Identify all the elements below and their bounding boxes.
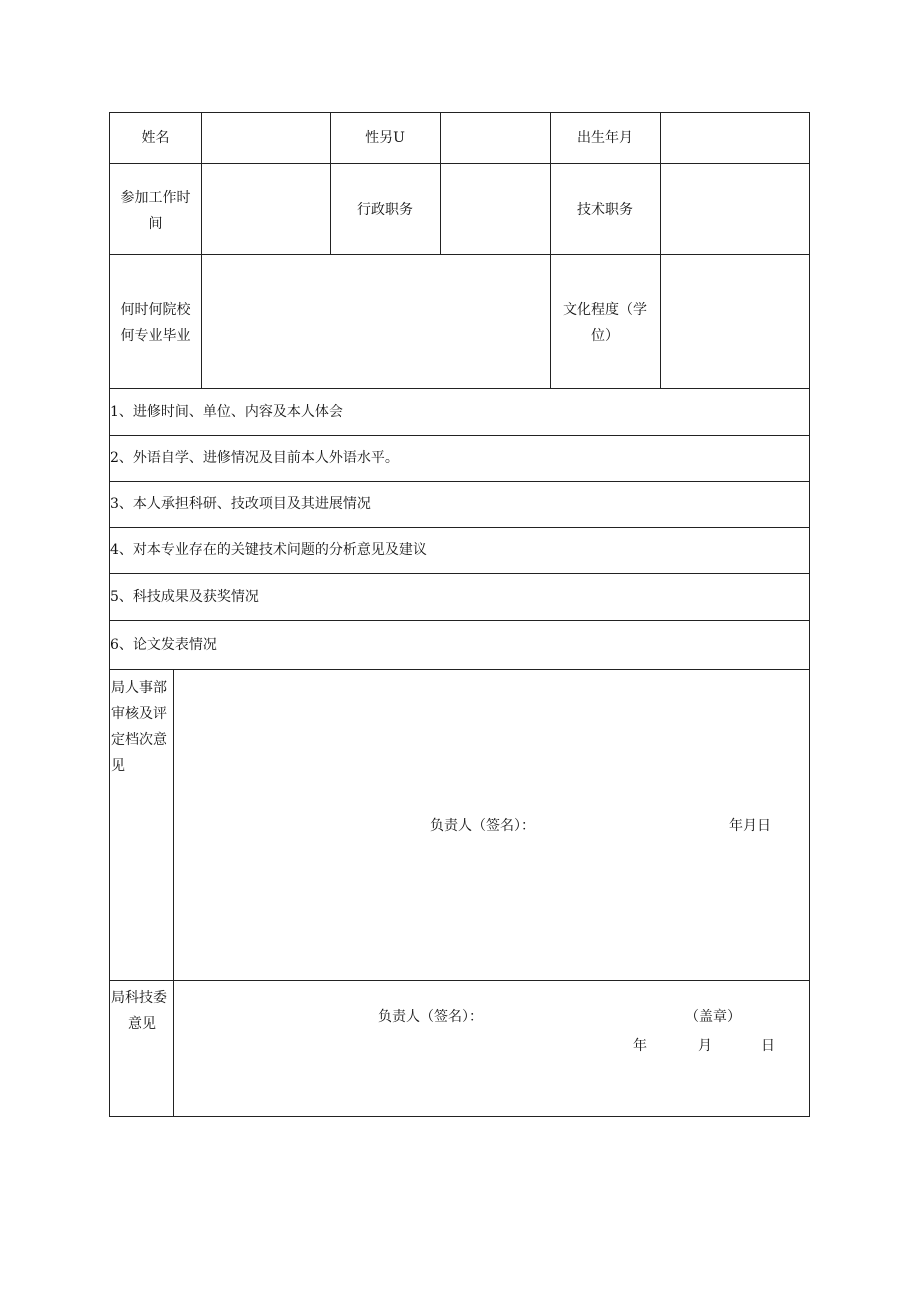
section-further-study: 1、进修时间、单位、内容及本人体会 (110, 404, 343, 420)
admin-post-label: 行政职务 (357, 202, 413, 218)
tech-committee-month-label: 月 (698, 1038, 712, 1054)
row-divider (110, 527, 809, 528)
section-publications: 6、论文发表情况 (110, 637, 217, 653)
section-foreign-language: 2、外语自学、进修情况及目前本人外语水平。 (110, 450, 399, 466)
section-key-issues: 4、对本专业存在的关键技术问题的分析意见及建议 (110, 542, 427, 558)
column-divider (201, 113, 202, 388)
personnel-review-label-line: 定档次意 (111, 732, 167, 748)
tech-committee-label-line: 局科技委 (111, 990, 167, 1006)
tech-committee-year-label: 年 (633, 1038, 647, 1054)
application-form-table (109, 112, 810, 1117)
column-divider (660, 113, 661, 388)
graduation-label-line: 何专业毕业 (120, 328, 191, 344)
graduation-label-line: 何时何院校 (120, 302, 191, 318)
graduation-label (110, 297, 201, 349)
row-divider (110, 163, 809, 164)
education-label-line: 文化程度（学 (563, 302, 647, 318)
row-divider (110, 980, 809, 981)
tech-committee-label (111, 985, 173, 1037)
row-divider (110, 388, 809, 389)
row-divider (110, 254, 809, 255)
row-divider (110, 669, 809, 670)
work-start-label (110, 185, 201, 237)
row-divider (110, 620, 809, 621)
tech-post-label: 技术职务 (577, 202, 633, 218)
column-divider (440, 113, 441, 254)
work-start-label-line: 参加工作时 (120, 190, 191, 206)
personnel-date-label: 年月日 (729, 818, 771, 834)
tech-committee-seal-label: （盖章） (685, 1009, 741, 1025)
row-divider (110, 573, 809, 574)
education-label-line: 位） (591, 328, 619, 344)
tech-committee-day-label: 日 (761, 1038, 775, 1054)
name-label: 姓名 (141, 130, 170, 146)
personnel-review-label (111, 675, 167, 779)
row-divider (110, 435, 809, 436)
birth-date-label: 出生年月 (577, 130, 633, 146)
personnel-review-label-line: 见 (111, 758, 125, 774)
section-achievements: 5、科技成果及获奖情况 (110, 589, 259, 605)
tech-committee-label-line: 意见 (128, 1016, 156, 1032)
gender-label: 性另U (365, 130, 405, 146)
tech-committee-signer-label: 负责人（签名）： (378, 1009, 483, 1025)
personnel-signer-label: 负责人（签名）： (430, 818, 535, 834)
section-research-projects: 3、本人承担科研、技改项目及其进展情况 (110, 496, 371, 512)
personnel-review-label-line: 局人事部 (111, 680, 167, 696)
column-divider (173, 669, 174, 1116)
personnel-review-label-line: 审核及评 (111, 706, 167, 722)
row-divider (110, 481, 809, 482)
work-start-label-line: 间 (148, 216, 163, 232)
education-label (550, 297, 660, 349)
